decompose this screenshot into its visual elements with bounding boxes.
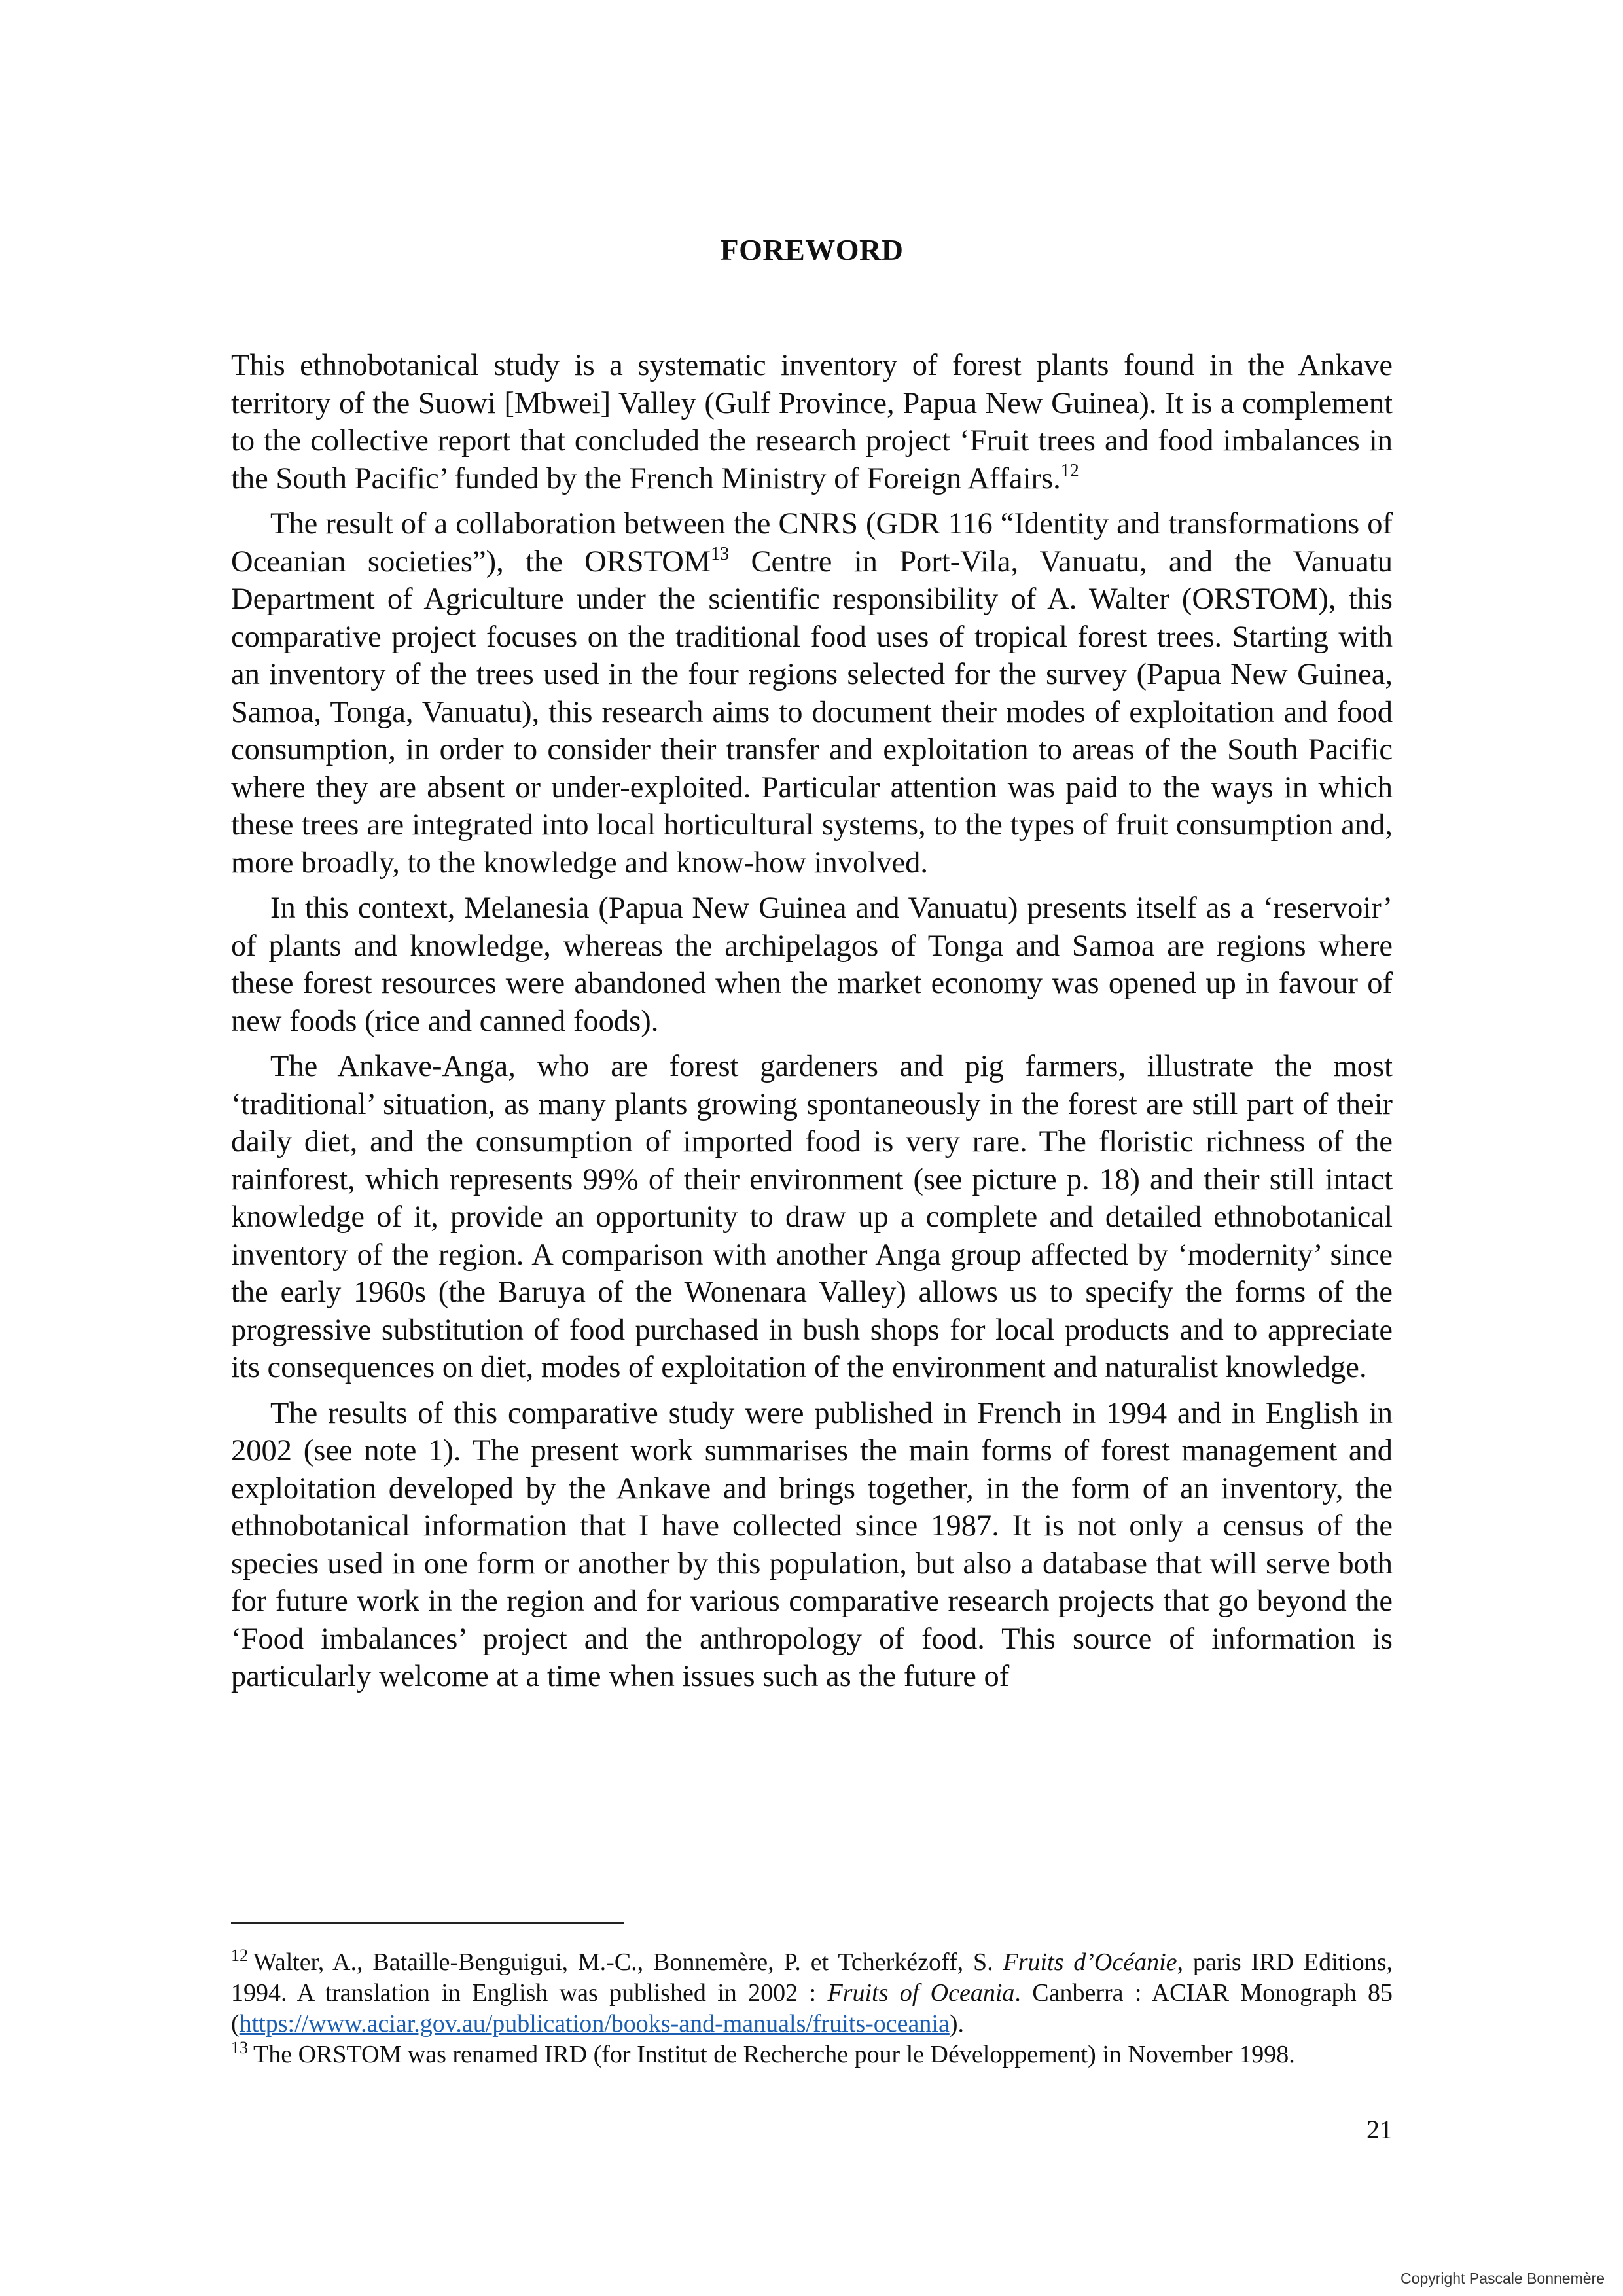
paragraph-text: The result of a collaboration between the CNRS (GDR 116 “Identity and transformations of Oceanian societies”), the ORSTOM <box>231 507 1393 579</box>
page-number: 21 <box>1366 2115 1393 2144</box>
paragraph <box>231 505 1393 882</box>
paragraph <box>231 889 1393 1040</box>
body-text <box>231 347 1393 1704</box>
footnote <box>231 1947 1393 2039</box>
footnote-number: 13 <box>231 2038 248 2057</box>
page-title: FOREWORD <box>720 233 904 266</box>
book-title: Fruits d’Océanie <box>1003 1948 1177 1976</box>
footnote <box>231 2039 1393 2070</box>
paragraph-text: The results of this comparative study were published in French in 1994 and in English in 2002 (see note 1). The present work summarises the main forms of forest management and exploitation developed by the Ankave and brings together, in the form of an inventory, the ethnobotanical information that I have collected since 1987. It is not only a census of the species used in one form or another by this population, but also a database that will serve both for future work in the region and for various comparative research projects that go beyond the ‘Food imbalances’ project and the anthropology of food. This source of information is particularly welcome at a time when issues such as the future of <box>231 1396 1393 1693</box>
paragraph-text: This ethnobotanical study is a systematic inventory of forest plants found in the Ankave territory of the Suowi [Mbwei] Valley (Gulf Province, Papua New Guinea). It is a complement to the collective report that concluded the research project ‘Fruit trees and food imbalances in the South Pacific’ funded by the French Ministry of Foreign Affairs. <box>231 349 1393 495</box>
footnote-divider <box>231 1922 624 1924</box>
footnote-ref[interactable]: 12 <box>1060 460 1079 481</box>
footnote-text: Walter, A., Bataille-Benguigui, M.-C., Bonnemère, P. et Tcherkézoff, S. <box>253 1948 1003 1976</box>
copyright-notice: Copyright Pascale Bonnemère <box>1400 2270 1605 2287</box>
footnote-text: . Canberra : ACIAR Monograph 85 ( <box>231 1979 1393 2037</box>
aciar-link[interactable]: https://www.aciar.gov.au/publication/books-and-manuals/fruits-oceania <box>239 2010 950 2037</box>
paragraph-text: The Ankave-Anga, who are forest gardeners and pig farmers, illustrate the most ‘traditional’ situation, as many plants growing spontaneously in the forest are still part of their daily diet, and the consumption of imported food is very rare. The floristic richness of the rainforest, which represents 99% of their environment (see picture p. 18) and their still intact knowledge of it, provide an opportunity to draw up a complete and detailed ethnobotanical inventory of the region. A comparison with another Anga group affected by ‘modernity’ since the early 1960s (the Baruya of the Wonenara Valley) allows us to specify the forms of the progressive substitution of food purchased in bush shops for local products and to appreciate its consequences on diet, modes of exploitation of the environment and naturalist knowledge. <box>231 1050 1393 1384</box>
footnote-ref[interactable]: 13 <box>711 543 730 564</box>
footnote-number: 12 <box>231 1946 248 1965</box>
paragraph <box>231 1395 1393 1696</box>
book-title: Fruits of Oceania <box>827 1979 1015 2007</box>
paragraph-text: In this context, Melanesia (Papua New Guinea and Vanuatu) presents itself as a ‘reservoir’ of plants and knowledge, whereas the archipelagos of Tonga and Samoa are regions where these forest resources were abandoned when the market economy was opened up in favour of new foods (rice and canned foods). <box>231 891 1393 1038</box>
footnotes <box>231 1947 1393 2070</box>
paragraph <box>231 347 1393 497</box>
footnote-text: ). <box>949 2010 964 2037</box>
paragraph-text: Centre in Port-Vila, Vanuatu, and the Vanuatu Department of Agriculture under the scientific responsibility of A. Walter (ORSTOM), this comparative project focuses on the traditional food uses of tropical forest trees. Starting with an inventory of the trees used in the four regions selected for the survey (Papua New Guinea, Samoa, Tonga, Vanuatu), this research aims to document their modes of exploitation and food consumption, in order to consider their transfer and exploitation to areas of the South Pacific where they are absent or under-exploited. Particular attention was paid to the ways in which these trees are integrated into local horticultural systems, to the types of fruit consumption and, more broadly, to the knowledge and know-how involved. <box>231 545 1393 880</box>
footnote-text: The ORSTOM was renamed IRD (for Institut de Recherche pour le Développement) in November 1998. <box>253 2041 1295 2068</box>
paragraph <box>231 1048 1393 1387</box>
footnote-text: , paris IRD Editions, 1994. A translation in English was published in 2002 : <box>231 1948 1393 2007</box>
